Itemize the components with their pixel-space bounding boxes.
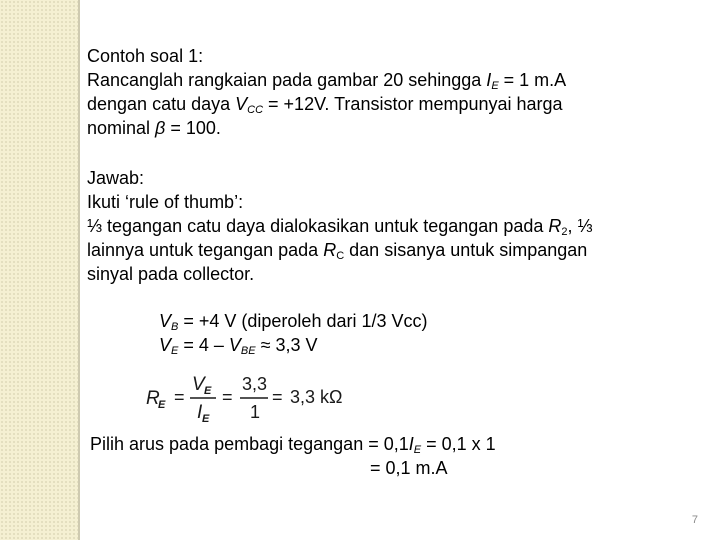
answer-block [87,166,593,286]
sub-e: E [171,345,179,357]
formula-num-sub: E [204,385,212,397]
problem-title: Contoh soal 1: [87,46,204,66]
text-run: = 100. [165,118,221,138]
text-run: dengan catu daya [87,94,236,114]
var-ie: I [486,70,492,90]
text-run: = 4 – [178,335,229,355]
formula-num-val: 3,3 [242,374,268,394]
formula-eq-1: = [174,387,185,407]
text-run: = +4 V (diperoleh dari 1/3 Vcc) [178,311,428,331]
sub-c: C [336,250,345,262]
sub-e: E [413,444,422,456]
text-run: = 1 m.A [498,70,567,90]
text-run: = 0,1 x 1 [421,434,496,454]
text-run: ≈ 3,3 V [255,335,318,355]
sub-e: E [491,80,499,92]
text-run: = +12V. Transistor mempunyai harga [263,94,563,114]
text-run: nominal [87,118,156,138]
var-ie: I [408,434,414,454]
sub-cc: CC [247,104,264,116]
divider-current-line-1 [90,432,496,456]
sidebar-divider [78,0,80,540]
var-vbe: V [228,335,241,355]
formula-eq-2: = [222,387,233,407]
answer-label: Jawab: [87,168,145,188]
problem-block [87,44,566,140]
formula-result: 3,3 kΩ [290,387,343,407]
text-run: Rancanglah rangkaian pada gambar 20 sehingga [87,70,487,90]
sub-b: B [171,321,179,333]
var-rc: R [323,240,337,260]
var-beta: β [155,118,166,138]
ve-equation [159,333,428,357]
sub-be: BE [240,345,256,357]
formula-den-sub: E [202,413,210,425]
vb-equation [159,309,428,333]
text-run: ⅓ tegangan catu daya dialokasikan untuk tegangan pada [87,216,549,236]
formula-lhs-sub: E [158,399,166,411]
problem-line-2 [87,92,566,116]
divider-current-line-2: = 0,1 m.A [370,458,448,478]
formula-den-var: I [197,402,203,423]
answer-line-2 [87,238,593,262]
decorative-sidebar [0,0,78,540]
sub-2: 2 [561,226,568,238]
problem-line-3 [87,116,566,140]
var-vb: V [159,311,172,331]
var-ve: V [159,335,172,355]
problem-line-1 [87,68,566,92]
formula-num-var: V [192,374,205,395]
formula-den-val: 1 [250,402,261,422]
page-number: 7 [691,514,698,526]
text-run: lainnya untuk tegangan pada [87,240,324,260]
formula-lhs: R [146,388,160,409]
formula-eq-3: = [272,387,283,407]
rule-of-thumb: Ikuti ‘rule of thumb’: [87,192,244,212]
var-r2: R [548,216,562,236]
answer-line-3: sinyal pada collector. [87,264,255,284]
text-run: Pilih arus pada pembagi tegangan = 0,1 [90,434,409,454]
answer-line-1 [87,214,593,238]
var-vcc: V [235,94,248,114]
text-run: , ⅓ [567,216,593,236]
re-formula [146,370,356,426]
equations-block [159,309,428,357]
text-run: dan sisanya untuk simpangan [344,240,588,260]
